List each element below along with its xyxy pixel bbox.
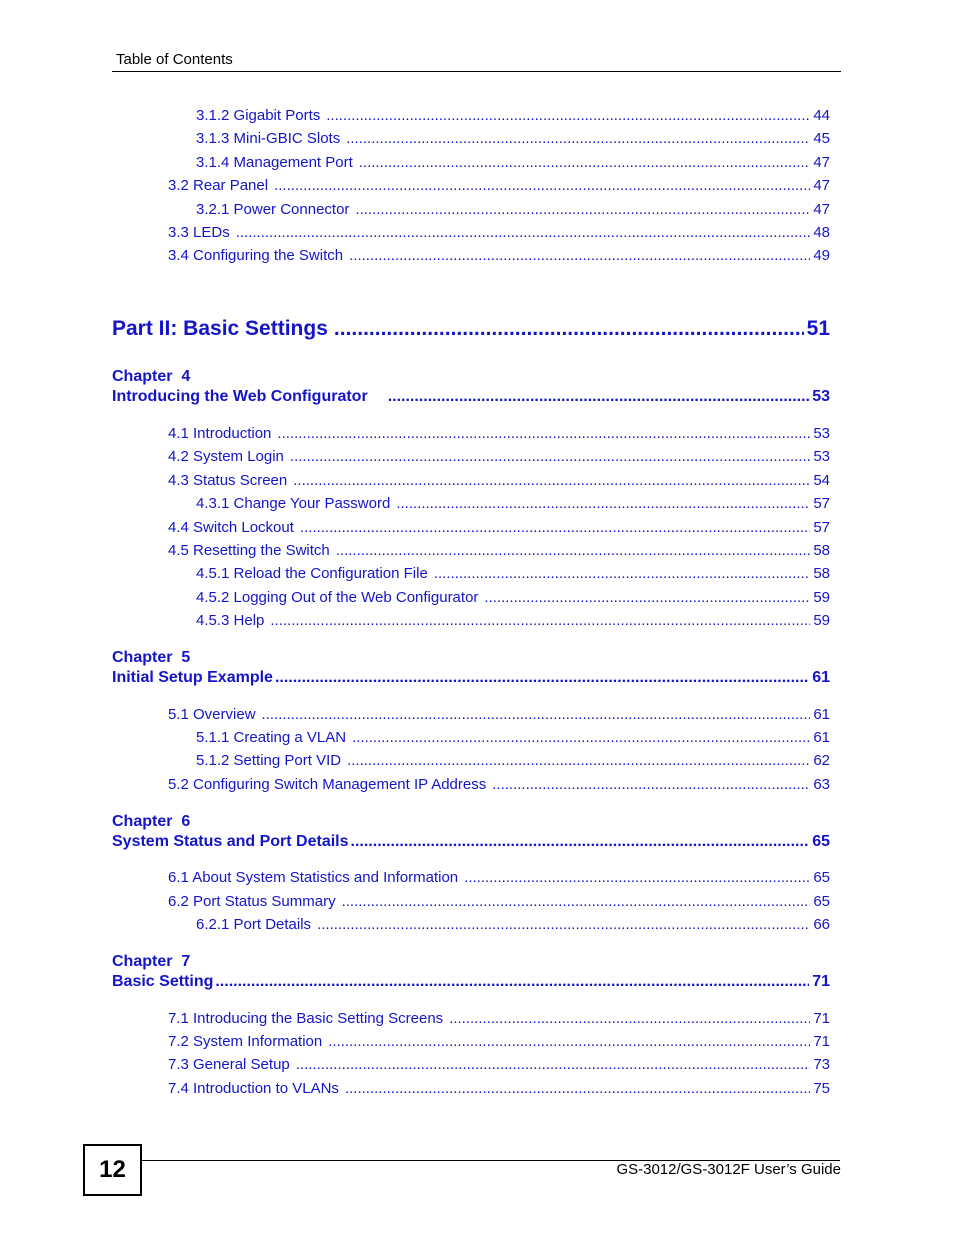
chapter-number: Chapter 5 — [112, 649, 191, 666]
toc-entry-6-2[interactable] — [168, 893, 830, 910]
toc-entry-page: 49 — [813, 247, 830, 264]
toc-entry-page: 45 — [813, 130, 830, 147]
chapter-title: System Status and Port Details — [112, 833, 349, 850]
toc-entry-page: 65 — [813, 893, 830, 910]
part-title: Part II: Basic Settings — [112, 317, 328, 340]
toc-entry-page: 66 — [813, 916, 830, 933]
toc-entry-page: 57 — [813, 495, 830, 512]
toc-entry-3-3[interactable] — [168, 224, 830, 241]
toc-entry-label: 4.4 Switch Lockout — [168, 519, 294, 536]
toc-entry-label: 4.2 System Login — [168, 448, 284, 465]
toc-entry-page: 58 — [813, 542, 830, 559]
toc-entry-page: 53 — [813, 448, 830, 465]
header-divider — [112, 71, 841, 72]
toc-entry-page: 53 — [813, 425, 830, 442]
toc-entry-page: 62 — [813, 752, 830, 769]
chapter-page: 71 — [812, 973, 830, 990]
toc-part-heading[interactable] — [112, 317, 830, 341]
toc-entry-3-2-1[interactable] — [196, 201, 830, 218]
toc-entry-label: 3.2 Rear Panel — [168, 177, 269, 194]
toc-entry-page: 73 — [813, 1056, 830, 1073]
toc-entry-7-4[interactable] — [168, 1080, 830, 1097]
toc-entry-label: 7.3 General Setup — [168, 1056, 290, 1073]
toc-entry-5-1[interactable] — [168, 706, 830, 723]
toc-entry-4-5-2[interactable] — [196, 589, 830, 606]
toc-entry-label: 5.1.2 Setting Port VID — [196, 752, 342, 769]
toc-entry-page: 75 — [813, 1080, 830, 1097]
toc-entry-page: 71 — [813, 1010, 830, 1027]
toc-chapter-4[interactable] — [112, 388, 830, 406]
toc-entry-6-2-1[interactable] — [196, 916, 830, 933]
toc-entry-4-3-1[interactable] — [196, 495, 830, 512]
toc-entry-7-1[interactable] — [168, 1010, 830, 1027]
toc-entry-page: 58 — [813, 565, 830, 582]
toc-entry-label: 5.1.1 Creating a VLAN — [196, 729, 347, 746]
toc-entry-label: 5.1 Overview — [168, 706, 256, 723]
toc-entry-7-3[interactable] — [168, 1056, 830, 1073]
toc-entry-label: 3.2.1 Power Connector — [196, 201, 350, 218]
toc-entry-4-5[interactable] — [168, 542, 830, 559]
toc-entry-5-2[interactable] — [168, 776, 830, 793]
toc-entry-page: 57 — [813, 519, 830, 536]
chapter-title: Initial Setup Example — [112, 669, 273, 686]
toc-entry-label: 4.3.1 Change Your Password — [196, 495, 391, 512]
toc-entry-3-1-4[interactable] — [196, 154, 830, 171]
toc-entry-5-1-2[interactable] — [196, 752, 830, 769]
toc-entry-5-1-1[interactable] — [196, 729, 830, 746]
toc-entry-page: 44 — [813, 107, 830, 124]
toc-entry-label: 6.2 Port Status Summary — [168, 893, 336, 910]
toc-chapter-7[interactable] — [112, 973, 830, 991]
toc-entry-page: 61 — [813, 706, 830, 723]
toc-entry-4-4[interactable] — [168, 519, 830, 536]
toc-entry-page: 54 — [813, 472, 830, 489]
toc-entry-4-3[interactable] — [168, 472, 830, 489]
toc-entry-3-1-2[interactable] — [196, 107, 830, 124]
toc-entry-label: 4.5 Resetting the Switch — [168, 542, 330, 559]
toc-entry-3-4[interactable] — [168, 247, 830, 264]
page-number-box — [83, 1144, 142, 1196]
toc-chapter-5[interactable] — [112, 669, 830, 687]
toc-entry-page: 71 — [813, 1033, 830, 1050]
chapter-title: Introducing the Web Configurator — [112, 388, 368, 405]
toc-entry-page: 47 — [813, 154, 830, 171]
chapter-page: 61 — [812, 669, 830, 686]
toc-entry-label: 3.1.2 Gigabit Ports — [196, 107, 321, 124]
toc-entry-label: 6.2.1 Port Details — [196, 916, 312, 933]
chapter-page: 53 — [812, 388, 830, 405]
toc-entry-4-2[interactable] — [168, 448, 830, 465]
guide-title: GS-3012/GS-3012F User’s Guide — [616, 1161, 841, 1178]
chapter-page: 65 — [812, 833, 830, 850]
running-header: Table of Contents — [116, 51, 233, 68]
toc-chapter-6[interactable] — [112, 833, 830, 851]
toc-entry-page: 47 — [813, 201, 830, 218]
chapter-number: Chapter 4 — [112, 368, 191, 385]
toc-entry-4-1[interactable] — [168, 425, 830, 442]
chapter-number: Chapter 6 — [112, 813, 191, 830]
toc-entry-label: 4.3 Status Screen — [168, 472, 288, 489]
toc-entry-6-1[interactable] — [168, 869, 830, 886]
toc-entry-label: 6.1 About System Statistics and Information — [168, 869, 459, 886]
toc-entry-page: 61 — [813, 729, 830, 746]
toc-entry-page: 59 — [813, 612, 830, 629]
toc-entry-label: 4.1 Introduction — [168, 425, 272, 442]
toc-entry-page: 47 — [813, 177, 830, 194]
chapter-title: Basic Setting — [112, 973, 214, 990]
toc-entry-label: 3.3 LEDs — [168, 224, 230, 241]
part-page: 51 — [806, 317, 830, 340]
toc-entry-label: 3.1.4 Management Port — [196, 154, 353, 171]
chapter-number: Chapter 7 — [112, 953, 191, 970]
page-number: 12 — [99, 1156, 126, 1183]
toc-entry-4-5-1[interactable] — [196, 565, 830, 582]
toc-entry-3-1-3[interactable] — [196, 130, 830, 147]
toc-entry-4-5-3[interactable] — [196, 612, 830, 629]
toc-entry-7-2[interactable] — [168, 1033, 830, 1050]
toc-entry-page: 59 — [813, 589, 830, 606]
toc-entry-page: 63 — [813, 776, 830, 793]
toc-entry-page: 48 — [813, 224, 830, 241]
toc-entry-label: 4.5.3 Help — [196, 612, 265, 629]
toc-entry-label: 4.5.1 Reload the Configuration File — [196, 565, 428, 582]
toc-entry-3-2[interactable] — [168, 177, 830, 194]
toc-entry-label: 7.4 Introduction to VLANs — [168, 1080, 339, 1097]
toc-entry-label: 7.2 System Information — [168, 1033, 323, 1050]
toc-entry-label: 4.5.2 Logging Out of the Web Configurator — [196, 589, 479, 606]
toc-entry-label: 5.2 Configuring Switch Management IP Address — [168, 776, 487, 793]
toc-entry-label: 3.4 Configuring the Switch — [168, 247, 344, 264]
toc-entry-label: 7.1 Introducing the Basic Setting Screens — [168, 1010, 444, 1027]
toc-entry-label: 3.1.3 Mini-GBIC Slots — [196, 130, 341, 147]
toc-entry-page: 65 — [813, 869, 830, 886]
